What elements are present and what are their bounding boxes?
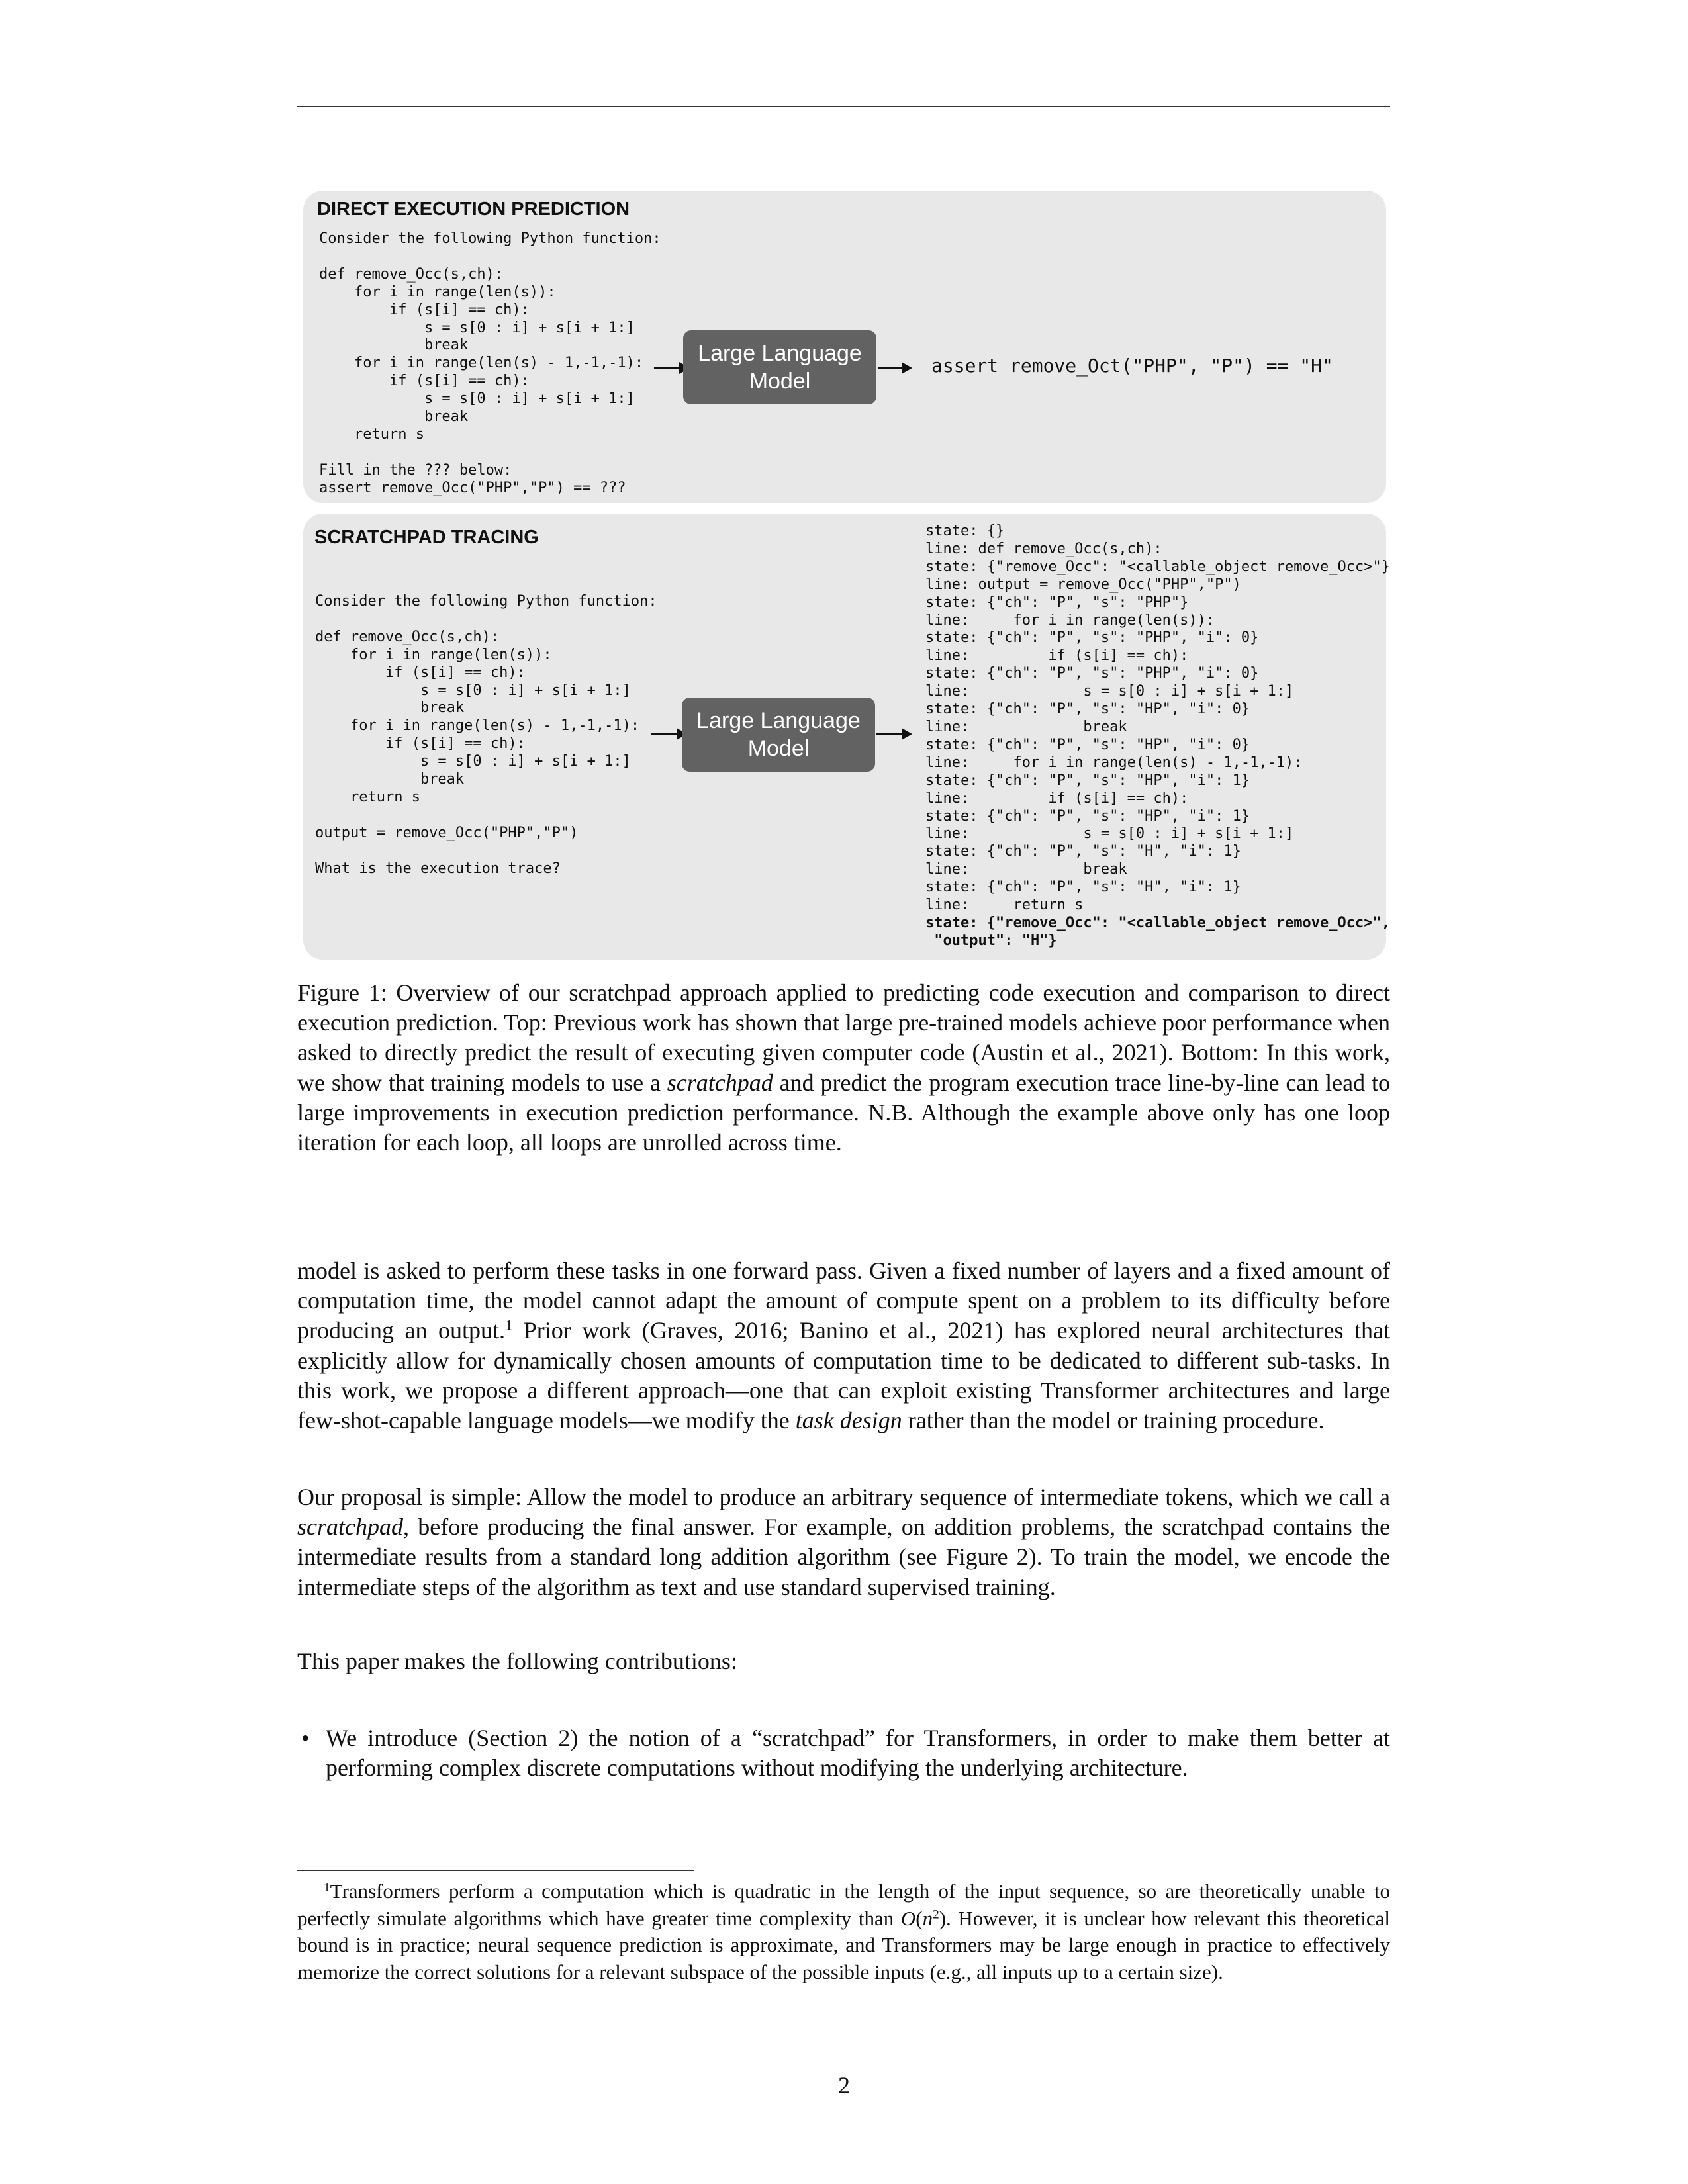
direct-output-arrow [878,367,903,369]
direct-execution-panel [303,191,1386,503]
trace-line: state: {"ch": "P", "s": "H", "i": 1} [925,879,1241,896]
code-line: for i in range(len(s) - 1,-1,-1): [319,355,644,372]
code-line [315,611,657,629]
code-line: break [315,700,465,717]
code-line [315,807,657,825]
math-big-o [901,1907,946,1930]
code-line: Consider the following Python function: [319,230,661,247]
direct-llm-label-line2: Model [749,369,811,394]
direct-input-arrow [654,367,680,369]
header-rule [297,106,1390,107]
trace-line: line: for i in range(len(s)): [925,612,1215,629]
paragraph-compute [297,1256,1390,1435]
code-line: break [319,337,469,354]
trace-final-line: state: {"remove_Occ": "<callable_object remove_Occ>", [925,914,1390,931]
scratchpad-input-arrow [651,733,678,735]
footnote-text-1: Transformers perform a computation which is quadratic in the length of the input sequence, so are theoretically unable to perfectly simulate algorithms which have greater time complexity than [297,1880,1390,1930]
bullet-text: We introduce (Section 2) the notion of a “scratchpad” for Transformers, in order to make them better at performing complex discrete computations without modifying the underlying architecture. [326,1725,1390,1782]
footnote-ref: 1 [505,1317,513,1334]
trace-line: line: def remove_Occ(s,ch): [925,540,1162,557]
code-line: break [319,408,469,426]
footnote [297,1878,1390,1985]
scratchpad-llm-label-line2: Model [747,736,810,761]
trace-line: line: output = remove_Occ("PHP","P") [925,576,1241,593]
trace-line: line: if (s[i] == ch): [925,790,1189,807]
trace-line: line: return s [925,897,1084,914]
para1-text-2: Prior work (Graves, 2016; Banino et al., 2021) has explored neural architectures that explicitly allow for dynamically chosen amounts of computation time to be dedicated to different sub-tasks. In this work, we propose a different approach—one that can exploit existing Transformer architectures and large few-shot-capable language models—we modify the [297,1317,1391,1434]
page-number: 2 [838,2072,850,2099]
caption-text-2: and predict the program execution trace line-by-line can lead to large improvements in execution prediction performance. N.B. Although the example above only has one loop iteration for each loop, all loops are unrolled across time. [297,1069,1390,1156]
code-line: for i in range(len(s) - 1,-1,-1): [315,717,640,735]
code-line: Consider the following Python function: [315,593,657,610]
trace-line: state: {} [925,523,1005,539]
trace-line: state: {"ch": "P", "s": "HP", "i": 0} [925,736,1250,753]
math-close-paren: ) [939,1906,947,1930]
code-line: output = remove_Occ("PHP","P") [315,824,579,841]
para1-italic: task design [795,1407,902,1434]
trace-line: line: s = s[0 : i] + s[i + 1:] [925,825,1294,842]
trace-line: line: s = s[0 : i] + s[i + 1:] [925,683,1294,700]
code-line: s = s[0 : i] + s[i + 1:] [315,682,631,699]
para2-italic: scratchpad [297,1514,403,1541]
scratchpad-prompt-code [315,593,657,878]
code-line: for i in range(len(s)): [319,283,556,300]
code-line: assert remove_Occ("PHP","P") == ??? [319,479,626,496]
code-line: s = s[0 : i] + s[i + 1:] [315,753,631,770]
execution-trace-code [925,523,1390,950]
direct-panel-title: DIRECT EXECUTION PREDICTION [317,199,630,220]
math-n: n [922,1906,933,1930]
caption-label: Figure 1: [297,979,387,1006]
scratchpad-output-arrow [876,733,903,735]
trace-line: state: {"ch": "P", "s": "HP", "i": 1} [925,807,1250,825]
trace-line: line: for i in range(len(s) - 1,-1,-1): [925,754,1303,771]
code-line: if (s[i] == ch): [319,301,530,318]
code-line: Fill in the ??? below: [319,461,512,478]
paragraph-proposal [297,1482,1390,1602]
para2-text-1: Our proposal is simple: Allow the model to produce an arbitrary sequence of intermediate tokens, which we call a [297,1484,1390,1510]
trace-line: state: {"ch": "P", "s": "H", "i": 1} [925,843,1241,860]
code-line: def remove_Occ(s,ch): [315,628,500,645]
trace-line: state: {"ch": "P", "s": "PHP", "i": 0} [925,629,1259,647]
trace-line: line: if (s[i] == ch): [925,647,1189,664]
scratchpad-panel [303,514,1390,960]
trace-line: state: {"ch": "P", "s": "PHP"} [925,594,1189,611]
trace-line: line: break [925,861,1127,878]
direct-llm-label-line1: Large Language [698,341,862,366]
code-line: break [315,771,465,788]
trace-line: state: {"ch": "P", "s": "HP", "i": 1} [925,772,1250,789]
para1-text-1: model is asked to perform these tasks in one forward pass. Given a fixed number of layers and a fixed amount of computation time, the model cannot adapt the amount of compute spent on a problem to its difficulty before producing an output. [297,1257,1390,1344]
code-line: if (s[i] == ch): [315,735,526,752]
paragraph-contributions: This paper makes the following contributions: [297,1648,737,1674]
direct-output-assert: assert remove_Oct("PHP", "P") == "H" [931,355,1333,377]
direct-llm-box [683,330,876,404]
footnote-marker: 1 [324,1880,330,1895]
direct-prompt-code [319,230,661,498]
bullet-marker: • [301,1725,310,1751]
code-line: if (s[i] == ch): [315,664,526,681]
para1-text-3: rather than the model or training procedure. [902,1407,1325,1434]
trace-line: state: {"ch": "P", "s": "PHP", "i": 0} [925,665,1259,682]
math-exponent: 2 [933,1907,939,1921]
code-line: return s [319,426,424,443]
code-line [319,248,661,266]
figure-caption [297,978,1390,1158]
code-line: if (s[i] == ch): [319,373,530,390]
scratchpad-llm-label-line1: Large Language [696,708,861,733]
code-line: return s [315,788,420,805]
trace-line: state: {"ch": "P", "s": "HP", "i": 0} [925,701,1250,718]
caption-italic: scratchpad [667,1069,773,1096]
math-o: O [900,1906,916,1930]
code-line: for i in range(len(s)): [315,646,552,663]
code-line: s = s[0 : i] + s[i + 1:] [319,319,635,336]
trace-line: line: break [925,718,1127,735]
caption-text-1: Overview of our scratchpad approach applied to predicting code execution and comparison to direct execution prediction. Top: Previous work has shown that large pre-trained models achieve poor performance when asked to directly predict the result of executing given computer code (Austin et al., 2021). Bottom: In this work, we show that training models to use a [297,979,1390,1096]
para2-text-2: , before producing the final answer. For example, on addition problems, the scratchpad contains the intermediate results from a standard long addition algorithm (see Figure 2). To train the model, we encode the intermediate steps of the algorithm as text and use standard supervised training. [297,1514,1390,1600]
trace-final-line: "output": "H"} [925,932,1057,949]
code-line: What is the execution trace? [315,860,561,877]
scratchpad-llm-box [682,698,875,772]
code-line: s = s[0 : i] + s[i + 1:] [319,390,635,408]
code-line: def remove_Occ(s,ch): [319,265,504,283]
code-line [319,444,661,462]
footnote-rule [297,1870,694,1871]
trace-line: state: {"remove_Occ": "<callable_object remove_Occ>"} [925,558,1390,575]
math-open-paren: ( [915,1906,923,1930]
footnote-text-2: . However, it is unclear how relevant this theoretical bound is in practice; neural sequence prediction is approximate, and Transformers may be large enough in practice to effectively memorize the correct solutions for a relevant subspace of the possible inputs (e.g., all inputs up to a certain size). [297,1906,1390,1983]
code-line [315,842,657,860]
scratchpad-panel-title: SCRATCHPAD TRACING [314,527,539,548]
